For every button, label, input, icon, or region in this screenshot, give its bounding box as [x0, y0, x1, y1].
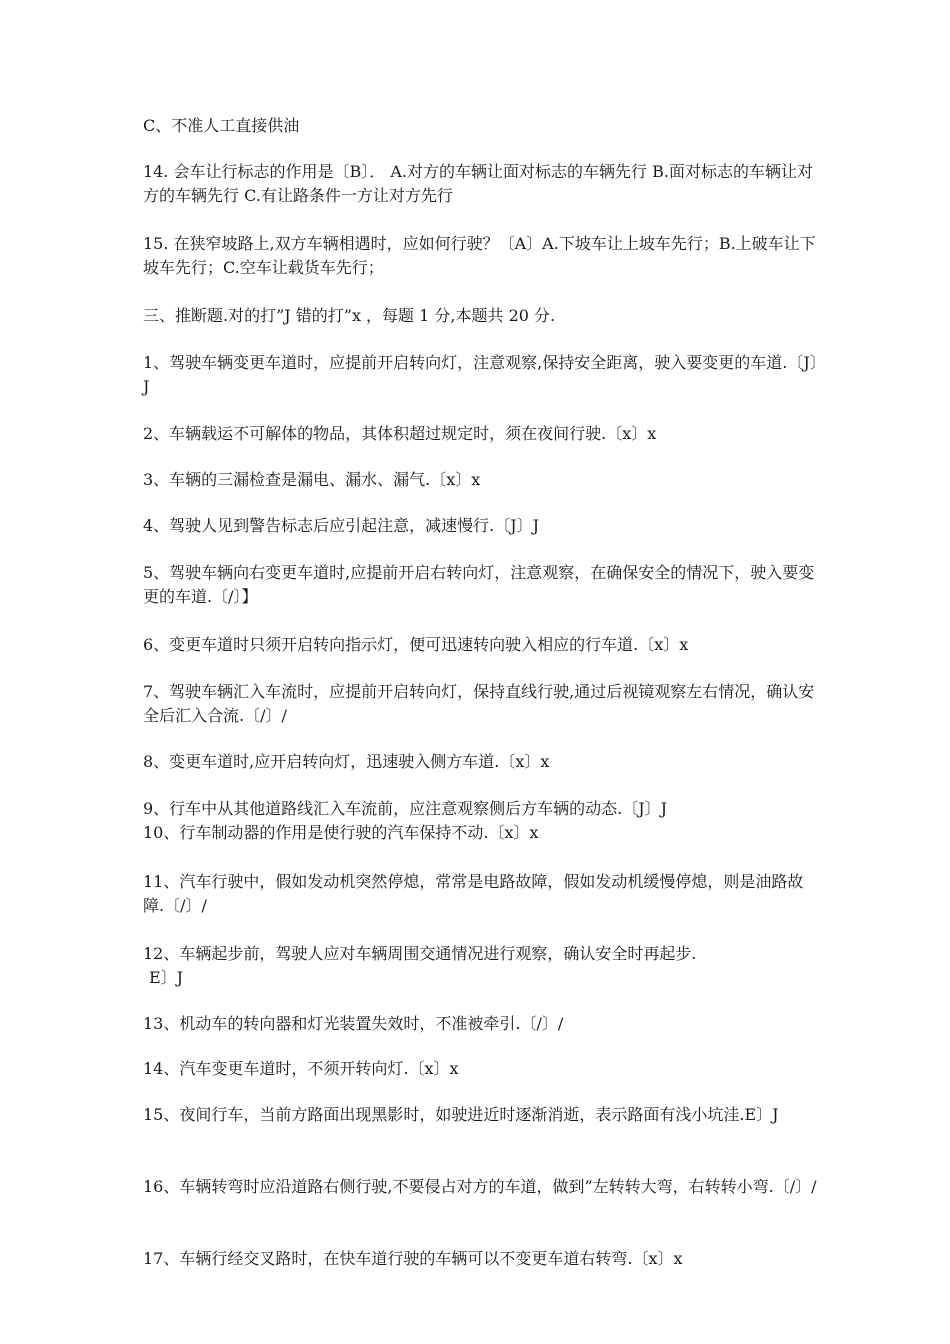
judgement-item-11: 11、汽车行驶中，假如发动机突然停熄，常常是电路故障，假如发动机缓慢停熄，则是油路故障.〔/〕/ [143, 872, 804, 915]
judgement-item-4: 4、驾驶人见到警告标志后应引起注意，减速慢行.〔J〕J [143, 516, 540, 535]
judgement-item-8: 8、变更车道时,应开启转向灯，迅速驶入侧方车道.〔x〕x [143, 752, 550, 771]
option-c-line: C、不准人工直接供油 [143, 116, 300, 135]
question-14-choice: 14. 会车让行标志的作用是〔B〕． A.对方的车辆让面对标志的车辆先行 B.面对标志的车辆让对方的车辆先行 C.有让路条件一方让对方先行 [143, 162, 813, 205]
judgement-item-2: 2、车辆载运不可解体的物品，其体积超过规定时，须在夜间行驶.〔x〕x [143, 424, 657, 443]
judgement-item-15: 15、夜间行车，当前方路面出现黑影时，如驶进近时逐渐消逝，表示路面有浅小坑洼.E〕J [143, 1105, 779, 1124]
judgement-item-14: 14、汽车变更车道时，不须开转向灯.〔x〕x [143, 1059, 459, 1078]
section-3-heading: 三、推断题.对的打”J 错的打”x ，每题 1 分,本题共 20 分. [143, 306, 556, 325]
question-15-choice: 15. 在狭窄坡路上,双方车辆相遇时，应如何行驶？〔A〕A.下坡车让上坡车先行；B.上破车让下坡车先行；C.空车让载货车先行； [143, 234, 816, 277]
judgement-item-7: 7、驾驶车辆汇入车流时，应提前开启转向灯，保持直线行驶,通过后视镜观察左右情况，确认安全后汇入合流.〔/〕/ [143, 682, 815, 725]
judgement-item-13: 13、机动车的转向器和灯光装置失效时，不准被牵引.〔/〕/ [143, 1014, 564, 1033]
judgement-item-16: 16、车辆转弯时应沿道路右侧行驶,不要侵占对方的车道，做到”左转转大弯，右转转小弯.〔/〕/ [143, 1177, 817, 1196]
judgement-item-12-answer: E〕J [149, 968, 184, 987]
judgement-item-17: 17、车辆行经交叉路时，在快车道行驶的车辆可以不变更车道右转弯.〔x〕x [143, 1249, 683, 1268]
judgement-item-6: 6、变更车道时只须开启转向指示灯，便可迅速转向驶入相应的行车道.〔x〕x [143, 635, 689, 654]
judgement-item-12: 12、车辆起步前，驾驶人应对车辆周围交通情况进行观察，确认安全时再起步. [143, 944, 697, 963]
judgement-item-10: 10、行车制动器的作用是使行驶的汽车保持不动.〔x〕x [143, 823, 539, 842]
judgement-item-9: 9、行车中从其他道路线汇入车流前，应注意观察侧后方车辆的动态.〔J〕J [143, 799, 668, 818]
judgement-item-5: 5、驾驶车辆向右变更车道时,应提前开启右转向灯，注意观察，在确保安全的情况下，驶入要变更的车道.〔/〕】 [143, 563, 815, 606]
judgement-item-3: 3、车辆的三漏检查是漏电、漏水、漏气.〔x〕x [143, 470, 481, 489]
judgement-item-1: 1、驾驶车辆变更车道时，应提前开启转向灯，注意观察,保持安全距离，驶入要变更的车道.〔J〕J [143, 353, 818, 396]
